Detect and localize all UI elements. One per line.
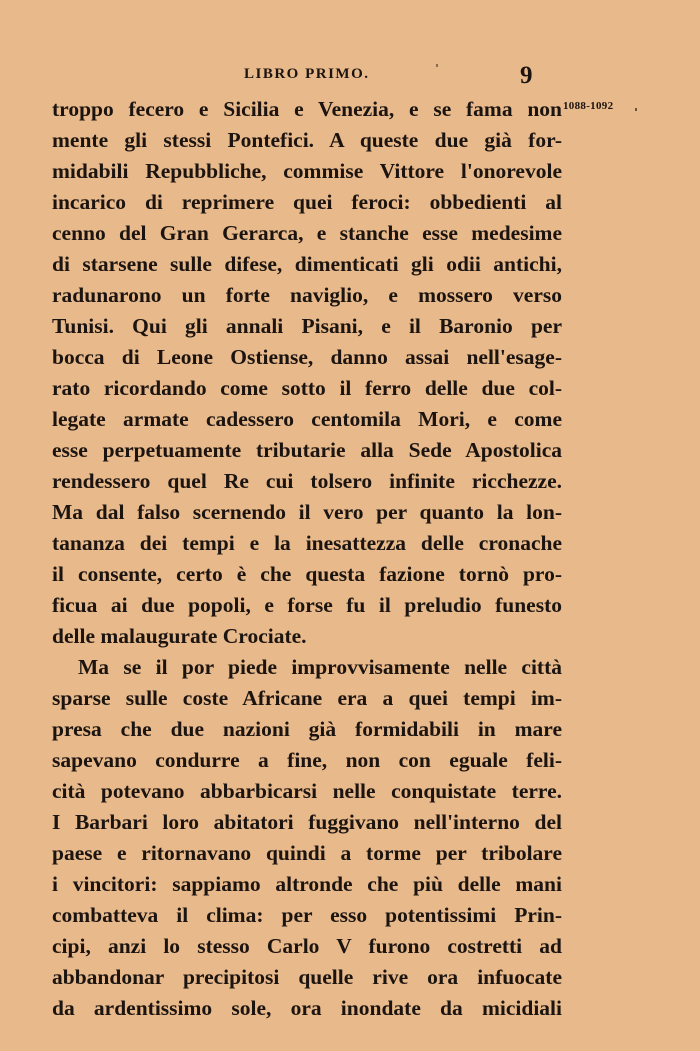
text-line: Ma dal falso scernendo il vero per quanto la lon- [52, 500, 562, 524]
text-line: bocca di Leone Ostiense, danno assai nell'esage- [52, 345, 562, 369]
text-line: sparse sulle coste Africane era a quei tempi im- [52, 686, 562, 710]
text-line: legate armate cadessero centomila Mori, e come [52, 407, 562, 431]
text-line: tananza dei tempi e la inesattezza delle cronache [52, 531, 562, 555]
text-line: ficua ai due popoli, e forse fu il preludio funesto [52, 593, 562, 617]
text-line: cenno del Gran Gerarca, e stanche esse medesime [52, 221, 562, 245]
text-line: da ardentissimo sole, ora inondate da micidiali [52, 996, 562, 1020]
text-line: radunarono un forte naviglio, e mossero verso [52, 283, 562, 307]
text-line: abbandonar precipitosi quelle rive ora infuocate [52, 965, 562, 989]
text-line: cità potevano abbarbicarsi nelle conquistate terre. [52, 779, 562, 803]
text-line: il consente, certo è che questa fazione tornò pro- [52, 562, 562, 586]
running-head [0, 62, 700, 90]
text-line: rendessero quel Re cui tolsero infinite ricchezze. [52, 469, 562, 493]
text-line: incarico di reprimere quei feroci: obbedienti al [52, 190, 562, 214]
page-number: 9 [520, 62, 533, 89]
text-line: delle malaugurate Crociate. [52, 624, 307, 648]
text-line: midabili Repubbliche, commise Vittore l'onorevole [52, 159, 562, 183]
margin-date-note: 1088-1092 [563, 100, 614, 112]
paragraph [52, 94, 562, 652]
running-title: LIBRO PRIMO. [244, 66, 370, 82]
text-line: mente gli stessi Pontefici. A queste due già for- [52, 128, 562, 152]
text-line: sapevano condurre a fine, non con eguale feli- [52, 748, 562, 772]
text-line: esse perpetuamente tributarie alla Sede Apostolica [52, 438, 562, 462]
text-line: combatteva il clima: per esso potentissimi Prin- [52, 903, 562, 927]
text-line: i vincitori: sappiamo altronde che più delle mani [52, 872, 562, 896]
text-line: rato ricordando come sotto il ferro delle due col- [52, 376, 562, 400]
text-line: presa che due nazioni già formidabili in mare [52, 717, 562, 741]
text-line: paese e ritornavano quindi a torme per tribolare [52, 841, 562, 865]
text-line: I Barbari loro abitatori fuggivano nell'interno del [52, 810, 562, 834]
text-line: troppo fecero e Sicilia e Venezia, e se fama non [52, 97, 562, 121]
text-line: Ma se il por piede improvvisamente nelle città [78, 655, 562, 679]
text-line: cipi, anzi lo stesso Carlo V furono costretti ad [52, 934, 562, 958]
print-speck [635, 108, 637, 111]
text-line: di starsene sulle difese, dimenticati gli odii antichi, [52, 252, 562, 276]
body-text [52, 94, 562, 1024]
paragraph [52, 652, 562, 1024]
text-line: Tunisi. Qui gli annali Pisani, e il Baronio per [52, 314, 562, 338]
